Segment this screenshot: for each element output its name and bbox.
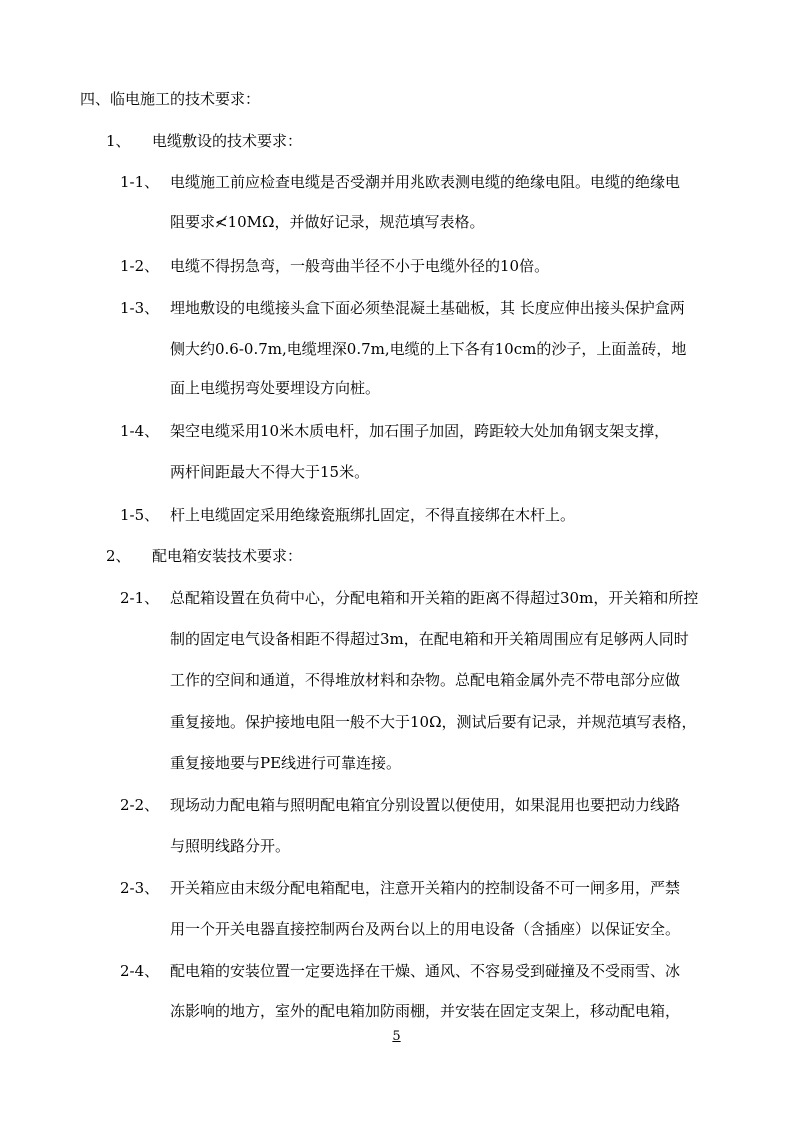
section-1-title: 电缆敷设的技术要求： — [152, 132, 303, 150]
item-1-4-line-1: 架空电缆采用10米木质电杆，加石围子加固，跨距较大处加角钢支架支撑， — [170, 422, 670, 440]
item-2-1-line-2: 制的固定电气设备相距不得超过3m，在配电箱和开关箱周围应有足够两人同时 — [170, 630, 689, 648]
item-1-2-number: 1-2、 — [120, 257, 160, 275]
page-number: 5 — [392, 1029, 401, 1044]
section-heading: 四、临电施工的技术要求： — [80, 90, 261, 108]
item-1-3-line-3: 面上电缆拐弯处要埋设方向桩。 — [170, 379, 381, 397]
item-1-4-number: 1-4、 — [120, 422, 160, 440]
item-2-1-line-3: 工作的空间和通道，不得堆放材料和杂物。总配电箱金属外壳不带电部分应做 — [170, 671, 681, 689]
item-2-3-number: 2-3、 — [120, 879, 160, 897]
item-1-3-line-1: 埋地敷设的电缆接头盒下面必须垫混凝土基础板，其 长度应伸出接头保护盒两 — [170, 299, 685, 317]
item-2-2-line-1: 现场动力配电箱与照明配电箱宜分别设置以便使用，如果混用也要把动力线路 — [170, 796, 681, 814]
item-2-4-line-1: 配电箱的安装位置一定要选择在干燥、通风、不容易受到碰撞及不受雨雪、冰 — [170, 962, 681, 980]
item-2-2-number: 2-2、 — [120, 796, 160, 814]
section-2-title: 配电箱安装技术要求： — [152, 547, 303, 565]
item-1-3-number: 1-3、 — [120, 299, 160, 317]
item-1-5-number: 1-5、 — [120, 506, 160, 524]
item-2-1-line-4: 重复接地。保护接地电阻一般不大于10Ω，测试后要有记录，并规范填写表格， — [170, 713, 697, 731]
item-2-1-line-1: 总配箱设置在负荷中心，分配电箱和开关箱的距离不得超过30m，开关箱和所控 — [170, 589, 699, 607]
item-2-4-number: 2-4、 — [120, 962, 160, 980]
item-1-2-line-1: 电缆不得拐急弯，一般弯曲半径不小于电缆外径的10倍。 — [170, 257, 550, 275]
item-2-3-line-2: 用一个开关电器直接控制两台及两台以上的用电设备（含插座）以保证安全。 — [170, 920, 681, 938]
section-1-number: 1、 — [106, 132, 131, 150]
item-1-4-line-2: 两杆间距最大不得大于15米。 — [170, 463, 370, 481]
item-2-3-line-1: 开关箱应由末级分配电箱配电，注意开关箱内的控制设备不可一闸多用，严禁 — [170, 879, 681, 897]
item-1-1-number: 1-1、 — [120, 173, 160, 191]
section-2-number: 2、 — [106, 547, 131, 565]
item-1-1-line-2: 阻要求≮10MΩ，并做好记录，规范填写表格。 — [170, 213, 485, 231]
item-1-3-line-2: 侧大约0.6-0.7m,电缆埋深0.7m,电缆的上下各有10cm的沙子，上面盖砖，地 — [170, 340, 687, 358]
item-2-1-number: 2-1、 — [120, 589, 160, 607]
item-1-5-line-1: 杆上电缆固定采用绝缘瓷瓶绑扎固定，不得直接绑在木杆上。 — [170, 506, 576, 524]
item-2-1-line-5: 重复接地要与PE线进行可靠连接。 — [170, 754, 402, 772]
item-2-4-line-2: 冻影响的地方，室外的配电箱加防雨棚，并安装在固定支架上，移动配电箱， — [170, 1002, 681, 1020]
item-2-2-line-2: 与照明线路分开。 — [170, 837, 291, 855]
item-1-1-line-1: 电缆施工前应检查电缆是否受潮并用兆欧表测电缆的绝缘电阻。电缆的绝缘电 — [170, 173, 681, 191]
